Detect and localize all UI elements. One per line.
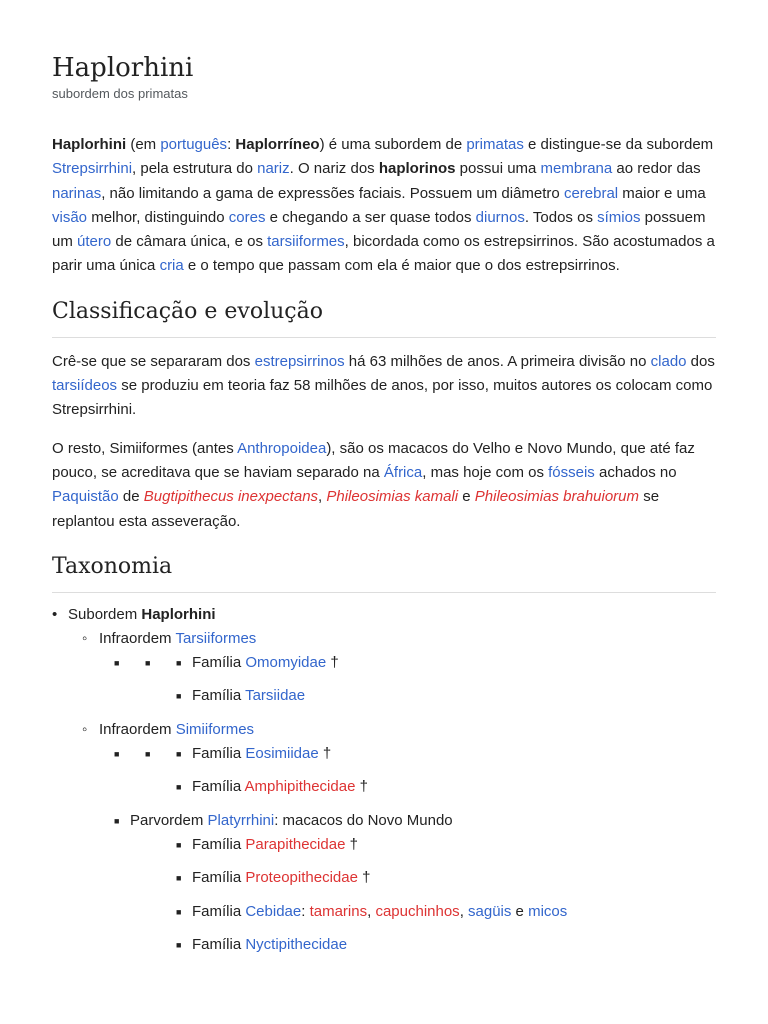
square-bullet-icon: ■ bbox=[176, 839, 182, 850]
square-bullet-icon: ■ bbox=[114, 815, 120, 826]
text: se produziu em teoria faz 58 milhões de anos, por isso, muitos autores os colocam como Strepsirrhini. bbox=[52, 377, 713, 419]
rank-label: Família bbox=[192, 744, 246, 762]
square-bullet-icon: ■ bbox=[176, 939, 182, 950]
text: Crê-se que se separaram dos bbox=[52, 352, 255, 370]
link-cores[interactable]: cores bbox=[228, 208, 266, 226]
extinct-dagger: † bbox=[326, 653, 339, 671]
text: há 63 milhões de anos. A primeira divisão no bbox=[344, 352, 651, 370]
redlink-capuchinhos[interactable]: capuchinhos bbox=[375, 902, 460, 920]
link-eosimiidae[interactable]: Eosimiidae bbox=[245, 744, 319, 762]
classificacao-paragraph-1 bbox=[52, 350, 716, 423]
redlink-proteopithecidae[interactable]: Proteopithecidae bbox=[245, 868, 358, 886]
link-tarsiiformes-taxon[interactable]: Tarsiiformes bbox=[175, 629, 257, 647]
rank-label: Infraordem bbox=[99, 629, 176, 647]
rank-label: Parvordem bbox=[130, 811, 208, 829]
square-bullet-icon: ■ bbox=[176, 906, 182, 917]
text: e chegando a ser quase todos bbox=[265, 208, 476, 226]
redlink-bugtipithecus[interactable]: Bugtipithecus inexpectans bbox=[143, 488, 319, 506]
rank-label: Família bbox=[192, 868, 246, 886]
link-paquistao[interactable]: Paquistão bbox=[52, 488, 119, 506]
link-cebidae[interactable]: Cebidae bbox=[245, 902, 302, 920]
link-strepsirrhini[interactable]: Strepsirrhini bbox=[52, 160, 133, 178]
link-diurnos[interactable]: diurnos bbox=[475, 208, 525, 226]
rank-label: Família bbox=[192, 935, 246, 953]
text: dos bbox=[686, 352, 715, 370]
extinct-dagger: † bbox=[318, 744, 332, 762]
term-bold: haplorinos bbox=[378, 160, 456, 178]
text: e bbox=[511, 902, 529, 920]
extinct-dagger: † bbox=[357, 868, 371, 886]
text: ), são os macacos do Velho e Novo Mundo, que até faz pouco, se acreditava que se haviam separado na bbox=[52, 439, 695, 481]
list-item-infraordem-tarsiiformes bbox=[52, 627, 716, 651]
text: . Todos os bbox=[524, 208, 598, 226]
link-primatas[interactable]: primatas bbox=[466, 136, 524, 153]
link-portugues[interactable]: português bbox=[160, 136, 228, 153]
text: , pela estrutura do bbox=[132, 160, 258, 178]
text: ao redor das bbox=[612, 160, 701, 178]
text: (em bbox=[126, 136, 161, 153]
link-cerebral[interactable]: cerebral bbox=[563, 184, 619, 202]
text: possuem um bbox=[52, 208, 706, 251]
square-bullet-icon: ■ bbox=[114, 657, 120, 668]
list-item-familia-omomyidae bbox=[52, 651, 716, 675]
link-clado[interactable]: clado bbox=[650, 352, 687, 370]
rank-label: Família bbox=[192, 653, 246, 671]
square-bullet-icon: ■ bbox=[176, 872, 182, 883]
text: de câmara única, e os bbox=[111, 233, 268, 251]
list-item-familia-proteopithecidae bbox=[52, 866, 716, 890]
extinct-dagger: † bbox=[345, 835, 358, 853]
rank-label: Família bbox=[192, 686, 246, 704]
list-item-infraordem-simiiformes bbox=[52, 718, 716, 742]
link-visao[interactable]: visão bbox=[52, 208, 88, 226]
section-heading-taxonomia: Taxonomia bbox=[52, 552, 716, 593]
text: e distingue-se da subordem bbox=[523, 136, 714, 153]
taxon-name: Haplorhini bbox=[141, 605, 216, 623]
circle-bullet-icon: ◦ bbox=[82, 720, 88, 738]
list-item-familia-cebidae bbox=[52, 900, 716, 924]
taxonomy-list bbox=[52, 603, 716, 957]
link-omomyidae[interactable]: Omomyidae bbox=[245, 653, 327, 671]
link-membrana[interactable]: membrana bbox=[540, 160, 613, 178]
link-simios[interactable]: símios bbox=[597, 208, 641, 226]
link-fosseis[interactable]: fósseis bbox=[548, 463, 595, 481]
redlink-phileosimias-brahuiorum[interactable]: Phileosimias brahuiorum bbox=[474, 488, 640, 506]
page-subtitle: subordem dos primatas bbox=[52, 86, 188, 101]
text: ) é uma subordem de bbox=[319, 136, 467, 153]
text: , mas hoje com os bbox=[422, 463, 549, 481]
link-narinas[interactable]: narinas bbox=[52, 184, 102, 202]
disc-bullet-icon: • bbox=[52, 605, 58, 623]
link-saguis[interactable]: sagüis bbox=[468, 902, 512, 920]
intro-paragraph bbox=[52, 133, 716, 279]
square-bullet-icon: ■ bbox=[176, 781, 182, 792]
text: de bbox=[118, 488, 144, 506]
list-item-familia-amphipithecidae bbox=[52, 775, 716, 799]
text: , bbox=[318, 488, 327, 506]
text: O resto, Simiiformes (antes bbox=[52, 439, 238, 457]
link-nariz[interactable]: nariz bbox=[257, 160, 290, 178]
text: se replantou esta asseveração. bbox=[52, 488, 660, 530]
section-heading-classificacao: Classificação e evolução bbox=[52, 297, 716, 338]
rank-description: : macacos do Novo Mundo bbox=[274, 811, 453, 829]
text: : bbox=[227, 136, 236, 153]
rank-label: Infraordem bbox=[99, 720, 176, 738]
link-tarsiideos[interactable]: tarsiídeos bbox=[52, 377, 118, 395]
circle-bullet-icon: ◦ bbox=[82, 629, 88, 647]
text: : bbox=[301, 902, 310, 920]
text: achados no bbox=[594, 463, 677, 481]
link-tarsiiformes[interactable]: tarsiiformes bbox=[267, 233, 345, 251]
square-bullet-icon: ■ bbox=[145, 748, 151, 759]
text: , bicordada como os estrepsirrinos. São acostumados a parir uma única bbox=[52, 233, 715, 275]
text: , não limitando a gama de expressões faciais. Possuem um diâmetro bbox=[101, 184, 564, 202]
text: , bbox=[459, 902, 469, 920]
link-micos[interactable]: micos bbox=[528, 902, 568, 920]
link-utero[interactable]: útero bbox=[77, 233, 112, 251]
list-item-familia-nyctipithecidae bbox=[52, 933, 716, 957]
text: . O nariz dos bbox=[289, 160, 379, 178]
classificacao-paragraph-2 bbox=[52, 437, 716, 534]
term-bold: Haplorríneo bbox=[235, 136, 320, 153]
link-simiiformes[interactable]: Simiiformes bbox=[175, 720, 255, 738]
square-bullet-icon: ■ bbox=[114, 748, 120, 759]
list-item-parvordem-platyrrhini bbox=[52, 809, 716, 833]
term-bold: Haplorhini bbox=[52, 136, 127, 153]
rank-label: Família bbox=[192, 902, 246, 920]
list-item-familia-tarsiidae bbox=[52, 684, 716, 708]
text: e o tempo que passam com ela é maior que o dos estrepsirrinos. bbox=[183, 257, 620, 275]
text: e bbox=[458, 488, 475, 506]
text: melhor, distinguindo bbox=[87, 208, 229, 226]
link-estrepsirrinos[interactable]: estrepsirrinos bbox=[254, 352, 345, 370]
link-anthropoidea[interactable]: Anthropoidea bbox=[237, 439, 327, 457]
list-item-familia-parapithecidae bbox=[52, 833, 716, 857]
list-item-familia-eosimiidae bbox=[52, 742, 716, 766]
redlink-parapithecidae[interactable]: Parapithecidae bbox=[245, 835, 346, 853]
link-nyctipithecidae[interactable]: Nyctipithecidae bbox=[245, 935, 348, 953]
square-bullet-icon: ■ bbox=[176, 657, 182, 668]
text: maior e uma bbox=[618, 184, 706, 202]
rank-label: Subordem bbox=[68, 605, 142, 623]
square-bullet-icon: ■ bbox=[176, 690, 182, 701]
list-item-subordem bbox=[52, 603, 716, 627]
rank-label: Família bbox=[192, 835, 246, 853]
text: , bbox=[367, 902, 376, 920]
square-bullet-icon: ■ bbox=[176, 748, 182, 759]
extinct-dagger: † bbox=[355, 777, 368, 795]
link-africa[interactable]: África bbox=[383, 463, 423, 481]
text: possui uma bbox=[455, 160, 541, 178]
link-tarsiidae[interactable]: Tarsiidae bbox=[245, 686, 306, 704]
redlink-tamarins[interactable]: tamarins bbox=[309, 902, 368, 920]
square-bullet-icon: ■ bbox=[145, 657, 151, 668]
link-cria[interactable]: cria bbox=[159, 257, 184, 275]
page-title: Haplorhini bbox=[52, 53, 194, 83]
link-platyrrhini[interactable]: Platyrrhini bbox=[207, 811, 275, 829]
rank-label: Família bbox=[192, 777, 245, 795]
redlink-amphipithecidae[interactable]: Amphipithecidae bbox=[244, 777, 356, 795]
redlink-phileosimias-kamali[interactable]: Phileosimias kamali bbox=[326, 488, 459, 506]
